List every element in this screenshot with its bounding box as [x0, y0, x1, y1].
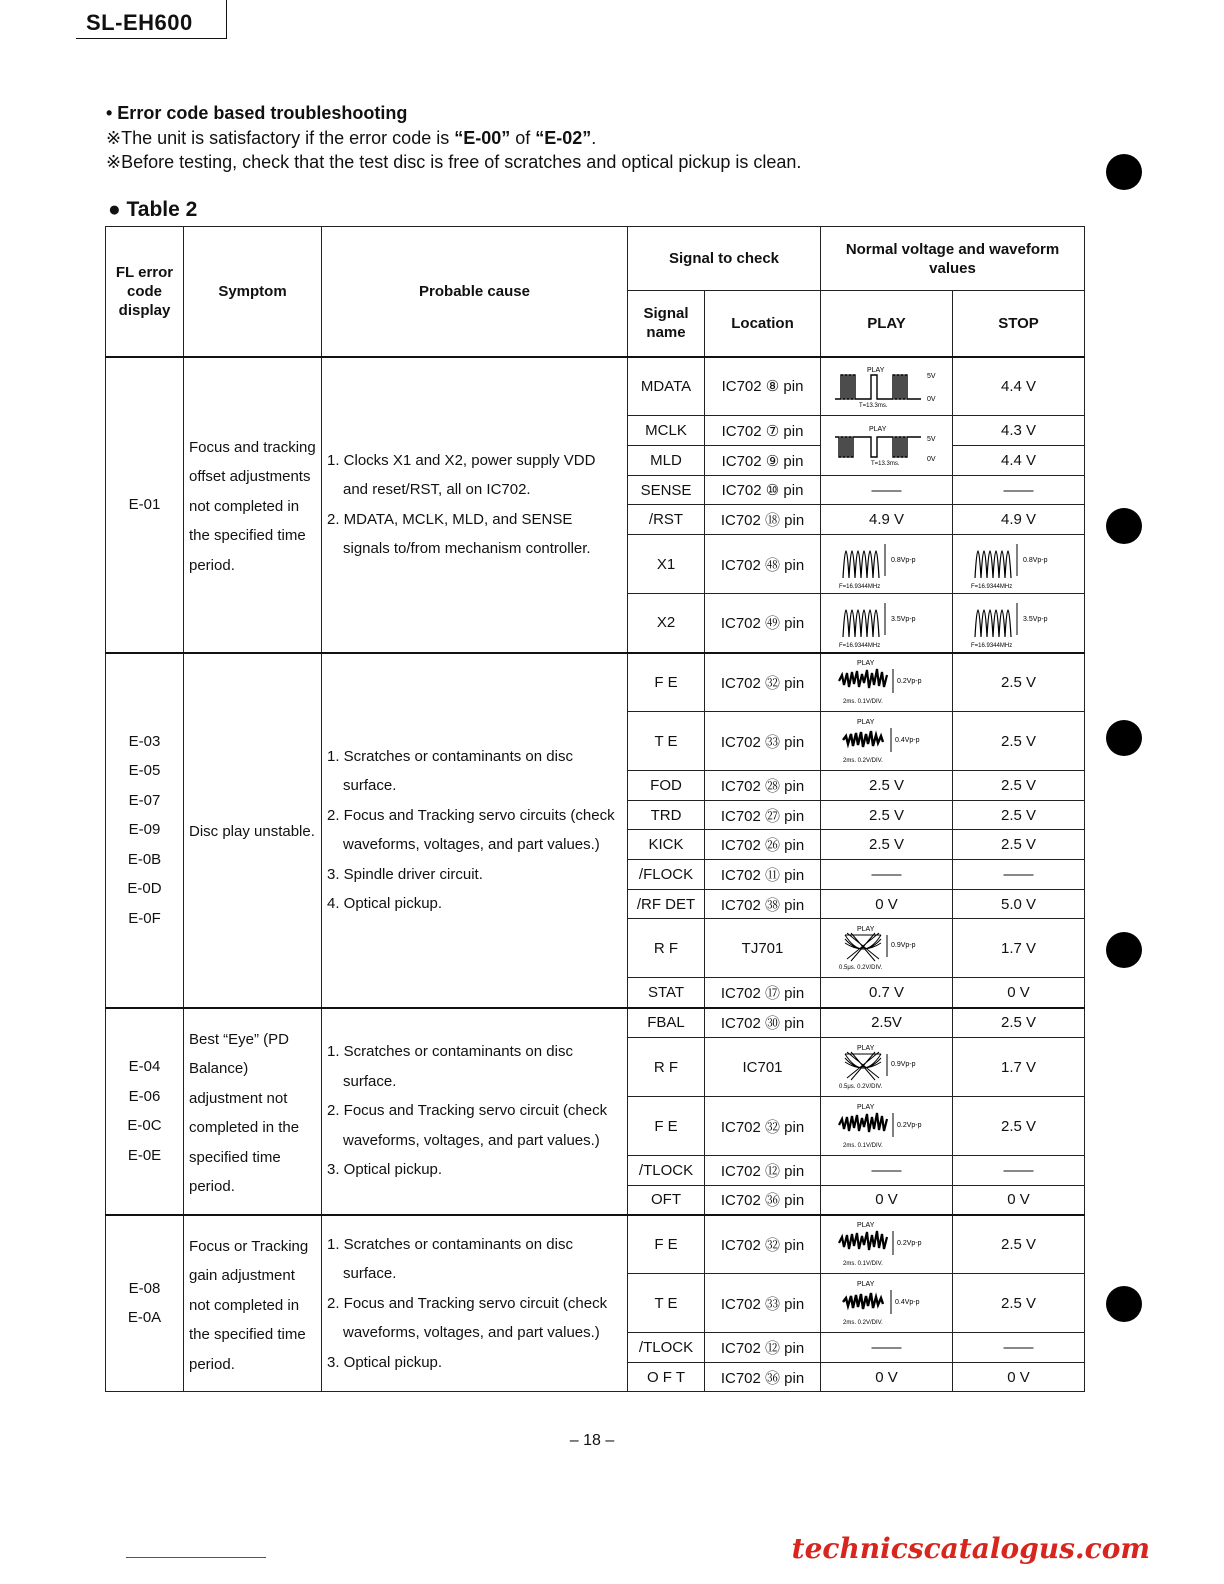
- cause-cell: [322, 653, 628, 1008]
- stop-value: ——: [953, 860, 1085, 890]
- symptom-cell: Best “Eye” (PD Balance) adjustment not completed in the specified time period.: [184, 1008, 322, 1215]
- cause-item: 1. Clocks X1 and X2, power supply VDD and reset/RST, all on IC702.: [327, 451, 596, 498]
- play-value: 0 V: [821, 890, 953, 919]
- wave-frequency: F=16.9344MHz: [970, 642, 1012, 649]
- col-fl-error: FL error code display: [106, 227, 184, 357]
- signal-name: STAT: [628, 978, 705, 1008]
- note1-code2: “E-02”: [535, 128, 592, 148]
- wave-lo: 0V: [926, 396, 936, 404]
- signal-name: /TLOCK: [628, 1333, 705, 1363]
- play-value: 2.5 V: [821, 830, 953, 860]
- stop-value: ——: [953, 1333, 1085, 1363]
- wave-amplitude: 0.8Vp-p: [890, 557, 916, 564]
- stop-value: 2.5 V: [953, 1274, 1085, 1333]
- troubleshooting-table-wrap: [105, 226, 1084, 1392]
- stop-value: 4.3 V: [953, 416, 1085, 446]
- location: IC702 ⑰ pin: [705, 978, 821, 1008]
- model-box: [76, 0, 227, 39]
- location: IC702 ㉖ pin: [705, 830, 821, 860]
- error-code-cell: E-01: [106, 357, 184, 653]
- noise-waveform-icon: [837, 1278, 937, 1328]
- wave-lo: 0V: [926, 455, 936, 463]
- stop-value: 2.5 V: [953, 801, 1085, 830]
- location: IC702 ⑧ pin: [705, 357, 821, 416]
- col-stop: STOP: [953, 291, 1085, 357]
- play-value: ——: [821, 1333, 953, 1363]
- note1-code1: “E-00”: [454, 128, 511, 148]
- cause-item: 1. Scratches or contaminants on disc surface.: [327, 1043, 573, 1090]
- stop-value: ——: [953, 476, 1085, 505]
- cause-cell: [322, 1215, 628, 1392]
- symptom-cell: Disc play unstable.: [184, 653, 322, 1008]
- section-title: • Error code based troubleshooting: [106, 103, 408, 123]
- sine-waveform-icon: [969, 538, 1069, 590]
- location: TJ701: [705, 919, 821, 978]
- note-satisfactory: [106, 128, 596, 149]
- play-waveform-rf: [821, 1038, 953, 1097]
- signal-name: /RST: [628, 505, 705, 535]
- signal-name: R F: [628, 919, 705, 978]
- wave-frequency: F=16.9344MHz: [838, 642, 880, 649]
- error-codes: E-03 E-05 E-07 E-09 E-0B E-0D E-0F: [127, 732, 162, 927]
- stop-waveform-x1: [953, 535, 1085, 594]
- location: IC702 ⑩ pin: [705, 476, 821, 505]
- play-value: 0.7 V: [821, 978, 953, 1008]
- stop-value: 0 V: [953, 978, 1085, 1008]
- play-value: 4.9 V: [821, 505, 953, 535]
- cause-item: 3. Optical pickup.: [327, 1353, 443, 1371]
- table-title: ● Table 2: [108, 198, 198, 221]
- col-play: PLAY: [821, 291, 953, 357]
- location: IC702 ㉚ pin: [705, 1008, 821, 1038]
- signal-name: T E: [628, 712, 705, 771]
- wave-mode: PLAY: [868, 425, 886, 433]
- signal-name: KICK: [628, 830, 705, 860]
- cause-item: 2. MDATA, MCLK, MLD, and SENSE signals to/from mechanism controller.: [327, 510, 591, 557]
- stop-value: 2.5 V: [953, 1215, 1085, 1274]
- wave-scale: 0.5μs. 0.2V/DIV.: [838, 1084, 882, 1090]
- eye-pattern-icon: [837, 923, 937, 973]
- signal-name: X2: [628, 594, 705, 653]
- cause-item: 2. Focus and Tracking servo circuits (check waveforms, voltages, and part values.): [327, 806, 615, 853]
- binding-hole: [1106, 720, 1142, 756]
- stop-value: 1.7 V: [953, 919, 1085, 978]
- wave-period: T=13.3ms.: [870, 460, 900, 467]
- location: IC702 ⑨ pin: [705, 446, 821, 476]
- signal-name: FBAL: [628, 1008, 705, 1038]
- wave-scale: 2ms. 0.1V/DIV.: [842, 699, 883, 706]
- binding-hole: [1106, 1286, 1142, 1322]
- noise-waveform-icon: [837, 1101, 937, 1151]
- stop-value: 2.5 V: [953, 712, 1085, 771]
- play-value: 2.5V: [821, 1008, 953, 1038]
- signal-name: /TLOCK: [628, 1156, 705, 1186]
- binding-hole: [1106, 154, 1142, 190]
- wave-amplitude: 0.2Vp-p: [896, 678, 922, 686]
- error-codes: E-08 E-0A: [127, 1279, 162, 1327]
- square-waveform-icon: [831, 423, 943, 469]
- error-codes: E-04 E-06 E-0C E-0E: [127, 1058, 162, 1164]
- location: IC702 ㉜ pin: [705, 1215, 821, 1274]
- location: IC702 ㊱ pin: [705, 1186, 821, 1215]
- cause-item: 2. Focus and Tracking servo circuit (check waveforms, voltages, and part values.): [327, 1102, 608, 1149]
- stop-value: 4.9 V: [953, 505, 1085, 535]
- wave-mode: PLAY: [856, 1104, 874, 1111]
- note-before-testing: ※Before testing, check that the test disc is free of scratches and optical pickup is clean.: [106, 152, 802, 172]
- note1-mid: of: [510, 128, 536, 148]
- play-waveform-x2: [821, 594, 953, 653]
- signal-name: MDATA: [628, 357, 705, 416]
- location: IC702 ㉝ pin: [705, 712, 821, 771]
- wave-mode: PLAY: [856, 660, 874, 668]
- play-waveform-mdata: [821, 357, 953, 416]
- play-value: 0 V: [821, 1363, 953, 1392]
- signal-name: F E: [628, 1215, 705, 1274]
- wave-amplitude: 0.8Vp-p: [1022, 557, 1048, 564]
- signal-name: T E: [628, 1274, 705, 1333]
- signal-name: F E: [628, 653, 705, 712]
- noise-waveform-icon: [837, 716, 937, 766]
- col-symptom: Symptom: [184, 227, 322, 357]
- wave-mode: PLAY: [856, 719, 874, 726]
- play-waveform-mclk-mld: [821, 416, 953, 476]
- wave-scale: 2ms. 0.1V/DIV.: [842, 1261, 883, 1268]
- stop-value: ——: [953, 1156, 1085, 1186]
- play-waveform-te: [821, 712, 953, 771]
- location: IC702 ㉗ pin: [705, 801, 821, 830]
- table-row: [106, 357, 1085, 416]
- note1-suffix: .: [591, 128, 597, 148]
- wave-amplitude: 0.9Vp-p: [890, 1061, 916, 1068]
- sine-waveform-icon: [969, 597, 1069, 649]
- wave-mode: PLAY: [856, 926, 874, 933]
- location: IC702 ⑪ pin: [705, 860, 821, 890]
- stop-waveform-x2: [953, 594, 1085, 653]
- location: IC702 ⑦ pin: [705, 416, 821, 446]
- signal-name: TRD: [628, 801, 705, 830]
- signal-name: R F: [628, 1038, 705, 1097]
- location: IC702 ㊳ pin: [705, 890, 821, 919]
- wave-mode: PLAY: [866, 367, 884, 375]
- cause-item: 3. Optical pickup.: [327, 1161, 443, 1179]
- wave-hi: 5V: [926, 435, 936, 443]
- location: IC701: [705, 1038, 821, 1097]
- note1-prefix: ※The unit is satisfactory if the error code is: [106, 128, 455, 148]
- watermark-brand: technicscatalogus.com: [791, 1532, 1150, 1565]
- table-row: [106, 1008, 1085, 1038]
- stop-value: 0 V: [953, 1363, 1085, 1392]
- location: IC702 ⑫ pin: [705, 1333, 821, 1363]
- cause-item: 2. Focus and Tracking servo circuit (check waveforms, voltages, and part values.): [327, 1294, 608, 1341]
- wave-mode: PLAY: [856, 1222, 874, 1230]
- sine-waveform-icon: [837, 597, 937, 649]
- cause-item: 1. Scratches or contaminants on disc surface.: [327, 1235, 573, 1282]
- wave-amplitude: 0.2Vp-p: [896, 1240, 922, 1248]
- square-waveform-icon: [831, 363, 943, 409]
- stop-value: 5.0 V: [953, 890, 1085, 919]
- stop-value: 2.5 V: [953, 1008, 1085, 1038]
- signal-name: MLD: [628, 446, 705, 476]
- table-row: [106, 653, 1085, 712]
- signal-name: X1: [628, 535, 705, 594]
- wave-mode: PLAY: [856, 1281, 874, 1288]
- wave-scale: 2ms. 0.2V/DIV.: [842, 1320, 883, 1326]
- wave-scale: 2ms. 0.1V/DIV.: [842, 1143, 883, 1149]
- binding-hole: [1106, 932, 1142, 968]
- location: IC702 ㉜ pin: [705, 653, 821, 712]
- wave-period: T=13.3ms.: [858, 403, 888, 410]
- error-code-cell: [106, 1215, 184, 1392]
- symptom-cell: Focus or Tracking gain adjustment not completed in the specified time period.: [184, 1215, 322, 1392]
- play-waveform-x1: [821, 535, 953, 594]
- wave-amplitude: 3.5Vp-p: [1022, 615, 1048, 623]
- cause-cell: [322, 357, 628, 653]
- wave-amplitude: 3.5Vp-p: [890, 615, 916, 623]
- signal-name: FOD: [628, 771, 705, 801]
- stop-value: 2.5 V: [953, 830, 1085, 860]
- model-number: SL-EH600: [86, 10, 193, 35]
- symptom-cell: Focus and tracking offset adjustments not completed in the specified time period.: [184, 357, 322, 653]
- stop-value: 2.5 V: [953, 1097, 1085, 1156]
- signal-name: SENSE: [628, 476, 705, 505]
- error-code-cell: [106, 1008, 184, 1215]
- cause-item: 3. Spindle driver circuit.: [327, 865, 483, 883]
- play-value: 0 V: [821, 1186, 953, 1215]
- stop-value: 2.5 V: [953, 771, 1085, 801]
- wave-mode: PLAY: [856, 1045, 874, 1052]
- play-waveform-fe: [821, 653, 953, 712]
- error-code-cell: [106, 653, 184, 1008]
- signal-name: F E: [628, 1097, 705, 1156]
- location: IC702 ㉘ pin: [705, 771, 821, 801]
- location: IC702 ㊱ pin: [705, 1363, 821, 1392]
- play-waveform-te: [821, 1274, 953, 1333]
- col-location: Location: [705, 291, 821, 357]
- col-signal-to-check: Signal to check: [628, 227, 821, 291]
- col-normal-values: Normal voltage and waveform values: [821, 227, 1085, 291]
- signal-name: O F T: [628, 1363, 705, 1392]
- wave-frequency: F=16.9344MHz: [838, 584, 880, 590]
- cause-item: 1. Scratches or contaminants on disc surface.: [327, 747, 573, 794]
- signal-name: MCLK: [628, 416, 705, 446]
- binding-hole: [1106, 508, 1142, 544]
- location: IC702 ㉜ pin: [705, 1097, 821, 1156]
- stop-value: 0 V: [953, 1186, 1085, 1215]
- noise-waveform-icon: [837, 657, 937, 707]
- wave-amplitude: 0.4Vp-p: [894, 1299, 920, 1306]
- col-signal-name: Signal name: [628, 291, 705, 357]
- wave-hi: 5V: [926, 373, 936, 381]
- troubleshooting-table: [105, 226, 1085, 1392]
- wave-amplitude: 0.2Vp-p: [896, 1122, 922, 1129]
- location: IC702 ㉝ pin: [705, 1274, 821, 1333]
- stop-value: 4.4 V: [953, 446, 1085, 476]
- play-value: ——: [821, 860, 953, 890]
- stop-value: 2.5 V: [953, 653, 1085, 712]
- play-value: 2.5 V: [821, 801, 953, 830]
- location: IC702 ⑱ pin: [705, 505, 821, 535]
- sine-waveform-icon: [837, 538, 937, 590]
- signal-name: /RF DET: [628, 890, 705, 919]
- stop-value: 4.4 V: [953, 357, 1085, 416]
- cause-cell: [322, 1008, 628, 1215]
- wave-scale: 0.5μs. 0.2V/DIV.: [838, 965, 882, 971]
- signal-name: /FLOCK: [628, 860, 705, 890]
- location: IC702 ㊾ pin: [705, 594, 821, 653]
- noise-waveform-icon: [837, 1219, 937, 1269]
- wave-amplitude: 0.4Vp-p: [894, 737, 920, 744]
- cause-item: 4. Optical pickup.: [327, 895, 443, 912]
- table-row: [106, 1215, 1085, 1274]
- location: IC702 ⑫ pin: [705, 1156, 821, 1186]
- wave-frequency: F=16.9344MHz: [970, 584, 1012, 590]
- play-waveform-fe: [821, 1215, 953, 1274]
- link-underline: [126, 1557, 266, 1558]
- signal-name: OFT: [628, 1186, 705, 1215]
- location: IC702 ㊽ pin: [705, 535, 821, 594]
- eye-pattern-icon: [837, 1042, 937, 1092]
- col-cause: Probable cause: [322, 227, 628, 357]
- play-waveform-fe: [821, 1097, 953, 1156]
- stop-value: 1.7 V: [953, 1038, 1085, 1097]
- page-number: – 18 –: [569, 1432, 615, 1449]
- play-value: ——: [821, 476, 953, 505]
- play-waveform-rf: [821, 919, 953, 978]
- play-value: 2.5 V: [821, 771, 953, 801]
- play-value: ——: [821, 1156, 953, 1186]
- wave-scale: 2ms. 0.2V/DIV.: [842, 758, 883, 764]
- wave-amplitude: 0.9Vp-p: [890, 942, 916, 949]
